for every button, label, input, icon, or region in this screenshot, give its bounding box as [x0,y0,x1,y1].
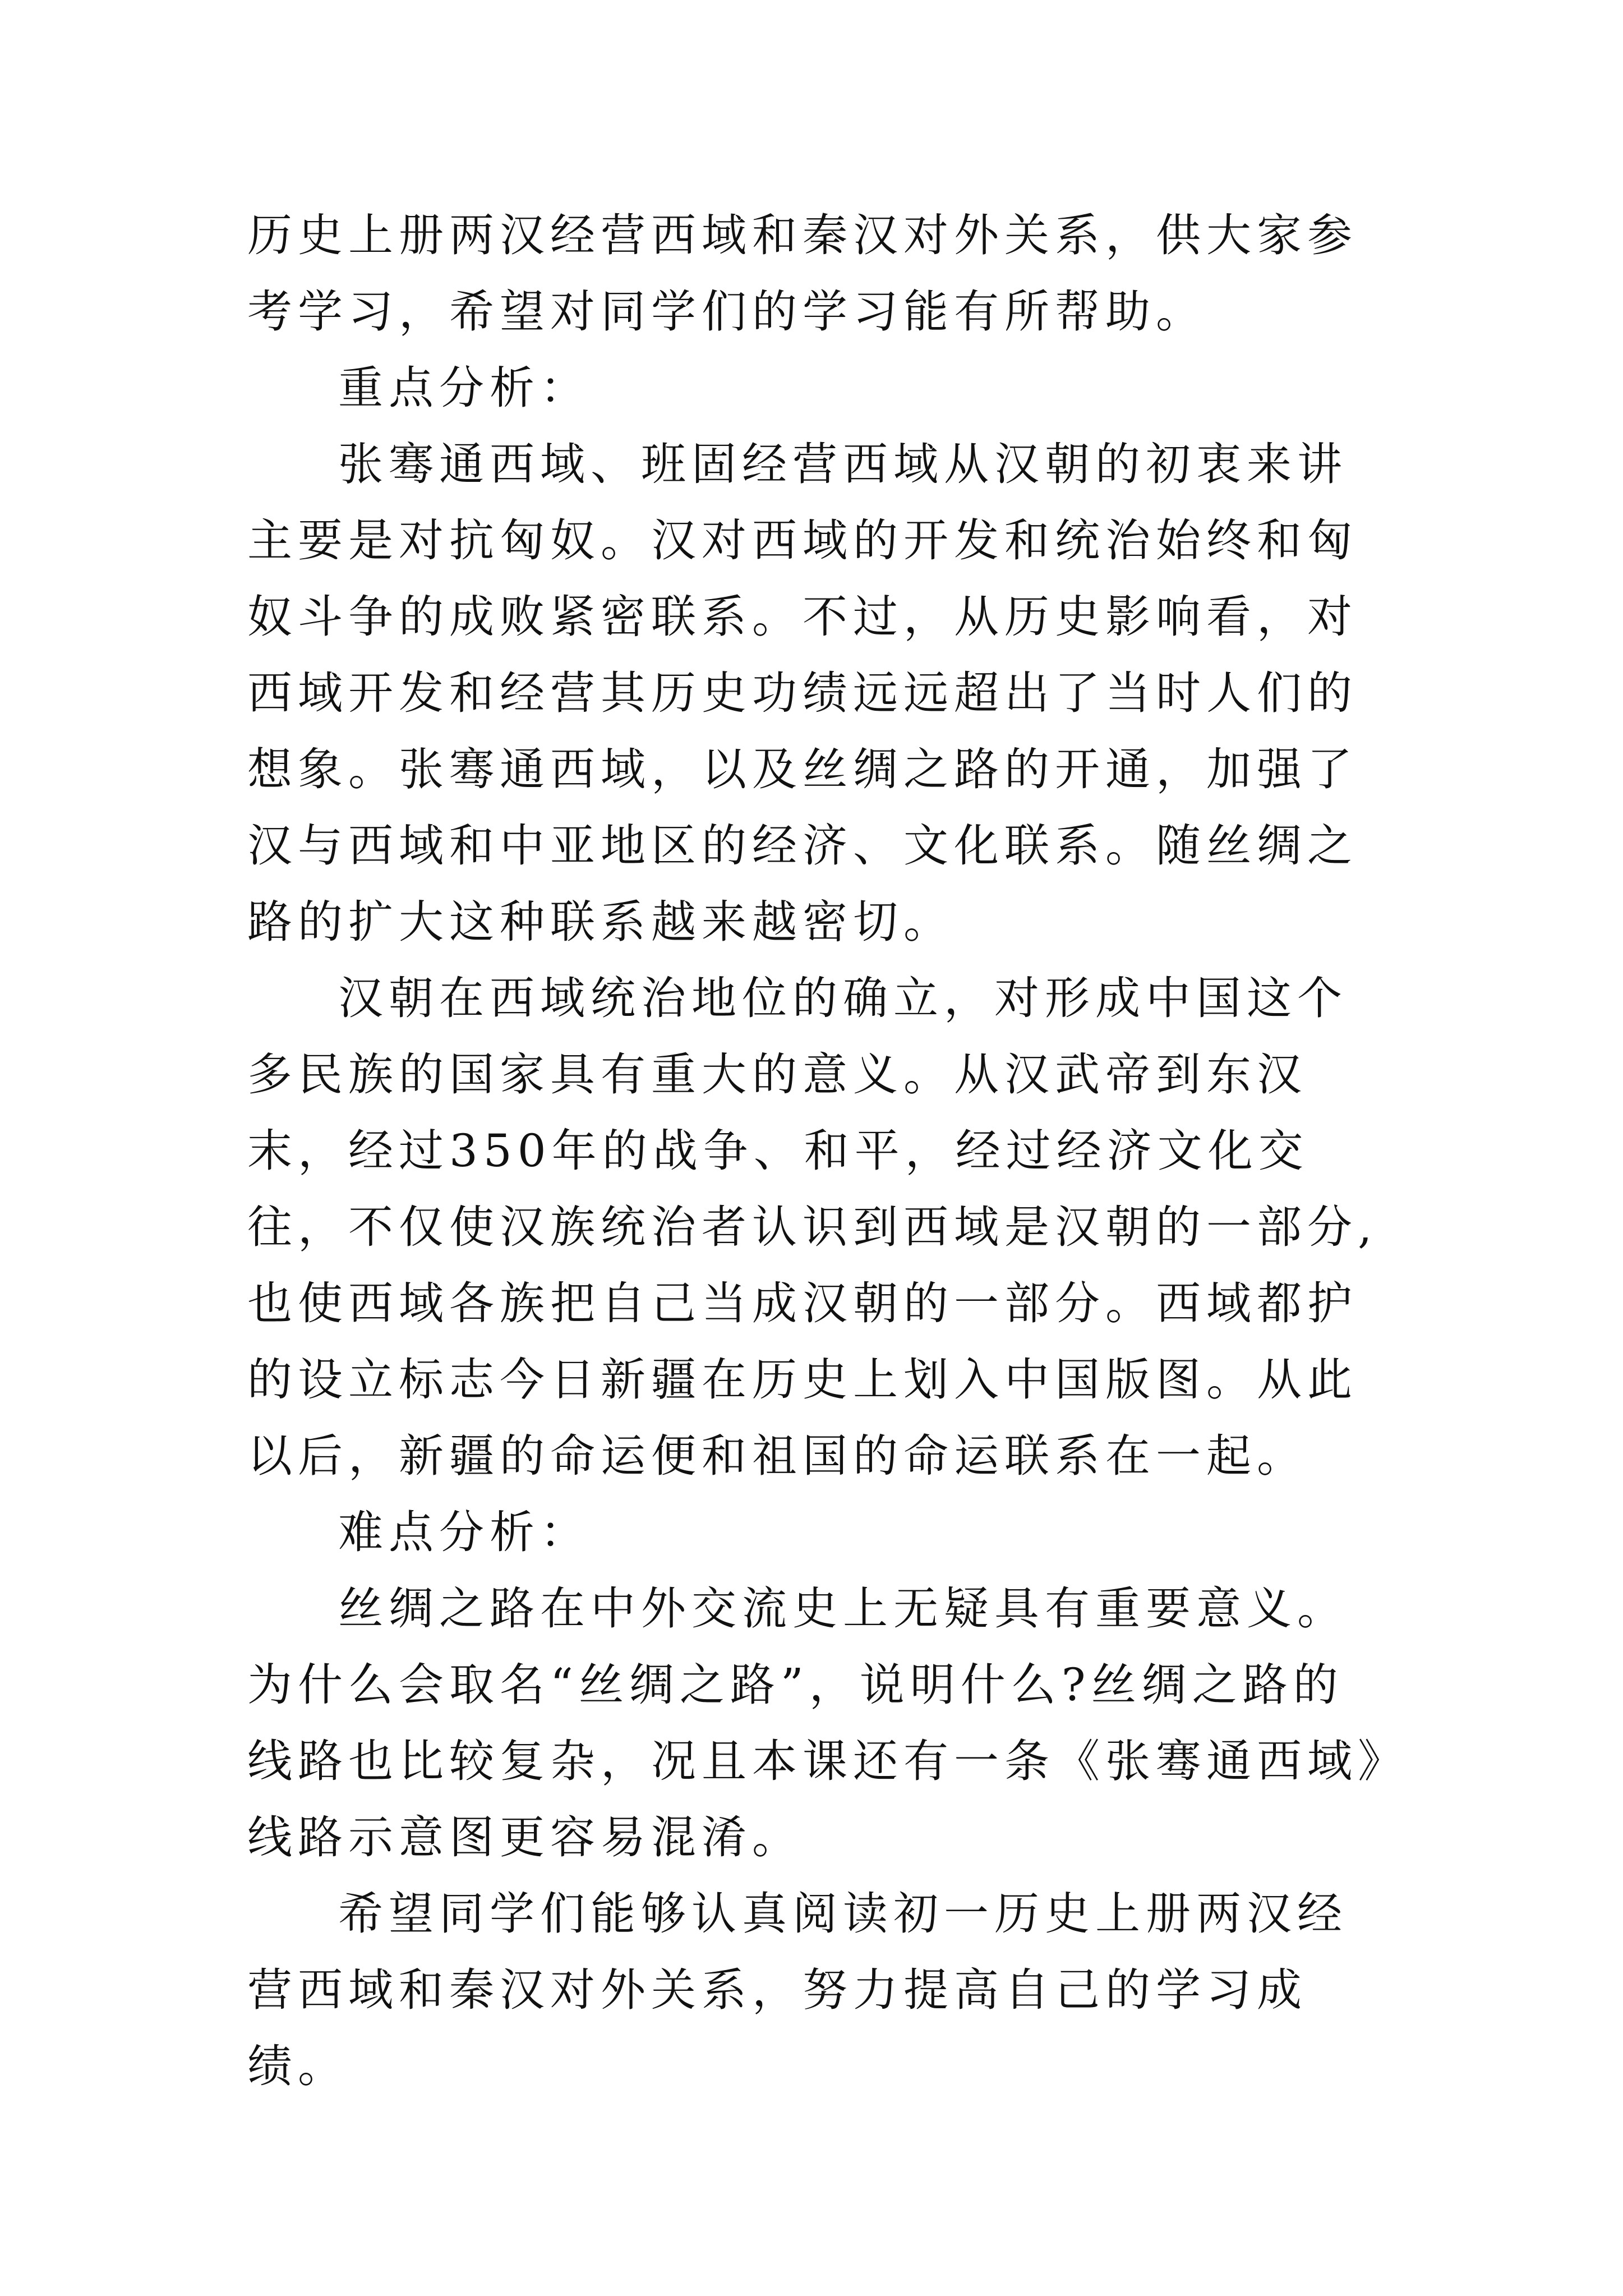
heading-difficult-points: 难点分析： [338,1506,591,1558]
paragraph-difficult-points: 丝绸之路在中外交流史上无疑具有重要意义。为什么会取名“丝绸之路”，说明什么?丝绸之路的线路也比较复杂，况且本课还有一条《张骞通西域》线路示意图更容易混淆。 [247,1582,1386,1864]
paragraph-key-points-1: 张骞通西域、班固经营西域从汉朝的初衷来讲主要是对抗匈奴。汉对西域的开发和统治始终和匈奴斗争的成败紧密联系。不过，从历史影响看，对西域开发和经营其历史功绩远远超出了当时人们的想象。张骞通西域，以及丝绸之路的开通，加强了汉与西域和中亚地区的经济、文化联系。随丝绸之路的扩大这种联系越来越密切。 [247,438,1358,948]
document-body [247,197,1386,2105]
paragraph-closing: 希望同学们能够认真阅读初一历史上册两汉经营西域和秦汉对外关系，努力提高自己的学习成绩。 [247,1888,1348,2092]
heading-key-points: 重点分析： [338,362,591,414]
paragraph-intro: 历史上册两汉经营西域和秦汉对外关系，供大家参考学习，希望对同学们的学习能有所帮助。 [247,209,1358,338]
paragraph-key-points-2: 汉朝在西域统治地位的确立，对形成中国这个多民族的国家具有重大的意义。从汉武帝到东汉末，经过350年的战争、和平，经过经济文化交往，不仅使汉族统治者认识到西域是汉朝的一部分,也使西域各族把自己当成汉朝的一部分。西域都护的设立标志今日新疆在历史上划入中国版图。从此以后，新疆的命运便和祖国的命运联系在一起。 [247,972,1378,1482]
